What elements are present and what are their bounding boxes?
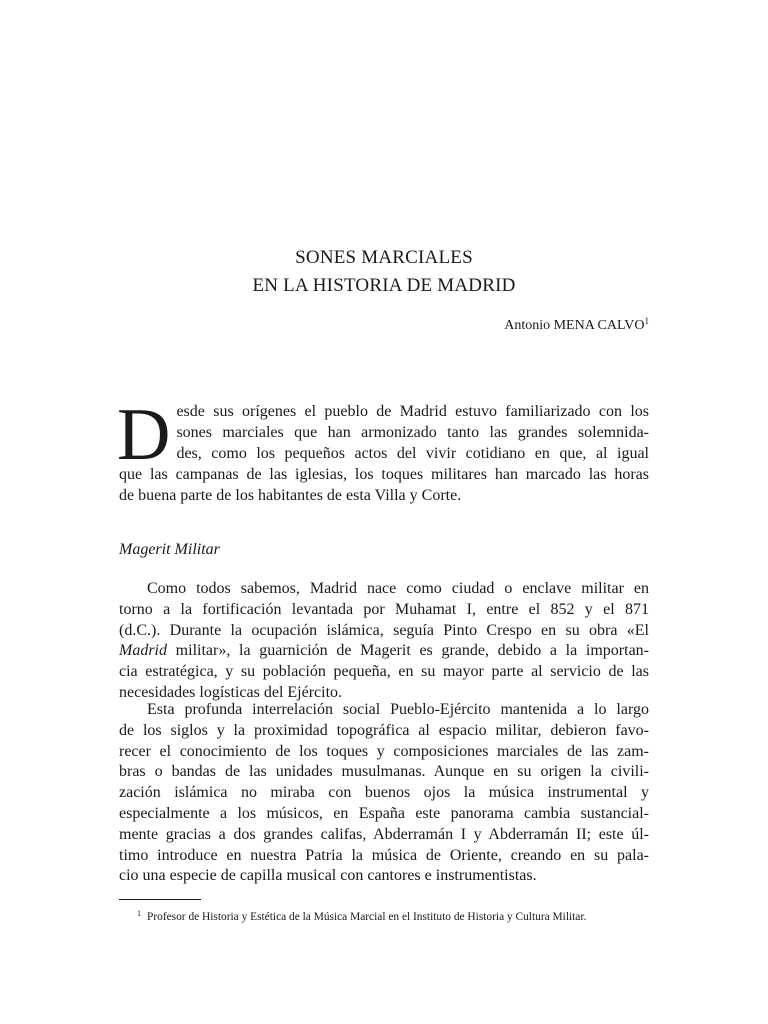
footnote bbox=[137, 910, 586, 925]
intro-line: de buena parte de los habitantes de esta Villa y Corte. bbox=[119, 486, 462, 504]
paragraph-line: torno a la fortificación levantada por Muhamat I, entre el 852 y el 871 bbox=[119, 600, 649, 618]
title-line-2: EN LA HISTORIA DE MADRID bbox=[252, 275, 516, 296]
footnote-mark: 1 bbox=[137, 909, 141, 918]
paragraph-line: de los siglos y la proximidad topográfica al espacio militar, debieron favo- bbox=[119, 721, 649, 739]
paragraph-line-mixed bbox=[119, 641, 649, 662]
footnote-text: Profesor de Historia y Estética de la Música Marcial en el Instituto de Historia y Cultura Militar. bbox=[147, 911, 587, 923]
paragraph-line: Esta profunda interrelación social Pueblo-Ejército mantenida a lo largo bbox=[147, 701, 649, 718]
paragraph-line: zación islámica no miraba con buenos ojos la música instrumental y bbox=[119, 784, 649, 802]
footnote-divider bbox=[119, 899, 201, 900]
paragraph-line: especialmente a los músicos, en España este panorama cambia sustancial- bbox=[119, 804, 649, 822]
paragraph-line: (d.C.). Durante la ocupación islámica, seguía Pinto Crespo en su obra «El bbox=[119, 621, 649, 639]
paragraph-line: cia estratégica, y su población pequeña, en su mayor parte al servicio de las bbox=[119, 663, 649, 681]
drop-cap: D bbox=[117, 394, 171, 476]
author-name: Antonio MENA CALVO bbox=[504, 318, 645, 333]
intro-line: sones marciales que han armonizado tanto las grandes solemnida- bbox=[176, 423, 649, 441]
paragraph-line: cio una especie de capilla musical con cantores e instrumentistas. bbox=[119, 867, 537, 885]
section-heading: Magerit Militar bbox=[119, 541, 220, 558]
intro-line: des, como los pequeños actos del vivir cotidiano en que, al igual bbox=[176, 444, 649, 462]
italic-title: Madrid bbox=[119, 642, 167, 660]
intro-line: que las campanas de las iglesias, los toques militares han marcado las horas bbox=[119, 466, 649, 483]
author-byline bbox=[504, 317, 649, 335]
paragraph-line-rest: militar», la guarnición de Magerit es grande, debido a la importan- bbox=[167, 642, 649, 660]
paragraph-1 bbox=[119, 579, 649, 704]
paragraph-2 bbox=[119, 700, 649, 887]
author-footnote-mark[interactable]: 1 bbox=[644, 316, 649, 326]
intro-paragraph bbox=[117, 394, 649, 507]
paragraph-line: timo introduce en nuestra Patria la música de Oriente, creando en su pala- bbox=[119, 846, 649, 864]
title-line-1: SONES MARCIALES bbox=[295, 247, 473, 268]
paragraph-line: necesidades logísticas del Ejército. bbox=[119, 683, 343, 701]
intro-line: esde sus orígenes el pueblo de Madrid estuvo familiarizado con los bbox=[176, 403, 649, 420]
paragraph-line: Como todos sabemos, Madrid nace como ciudad o enclave militar en bbox=[147, 580, 649, 597]
paragraph-line: recer el conocimiento de los toques y composiciones marciales de las zam- bbox=[119, 742, 649, 760]
paragraph-line: bras o bandas de las unidades musulmanas. Aunque en su origen la civili- bbox=[119, 763, 649, 781]
paragraph-line: mente gracias a dos grandes califas, Abderramán I y Abderramán II; este úl- bbox=[119, 825, 649, 843]
